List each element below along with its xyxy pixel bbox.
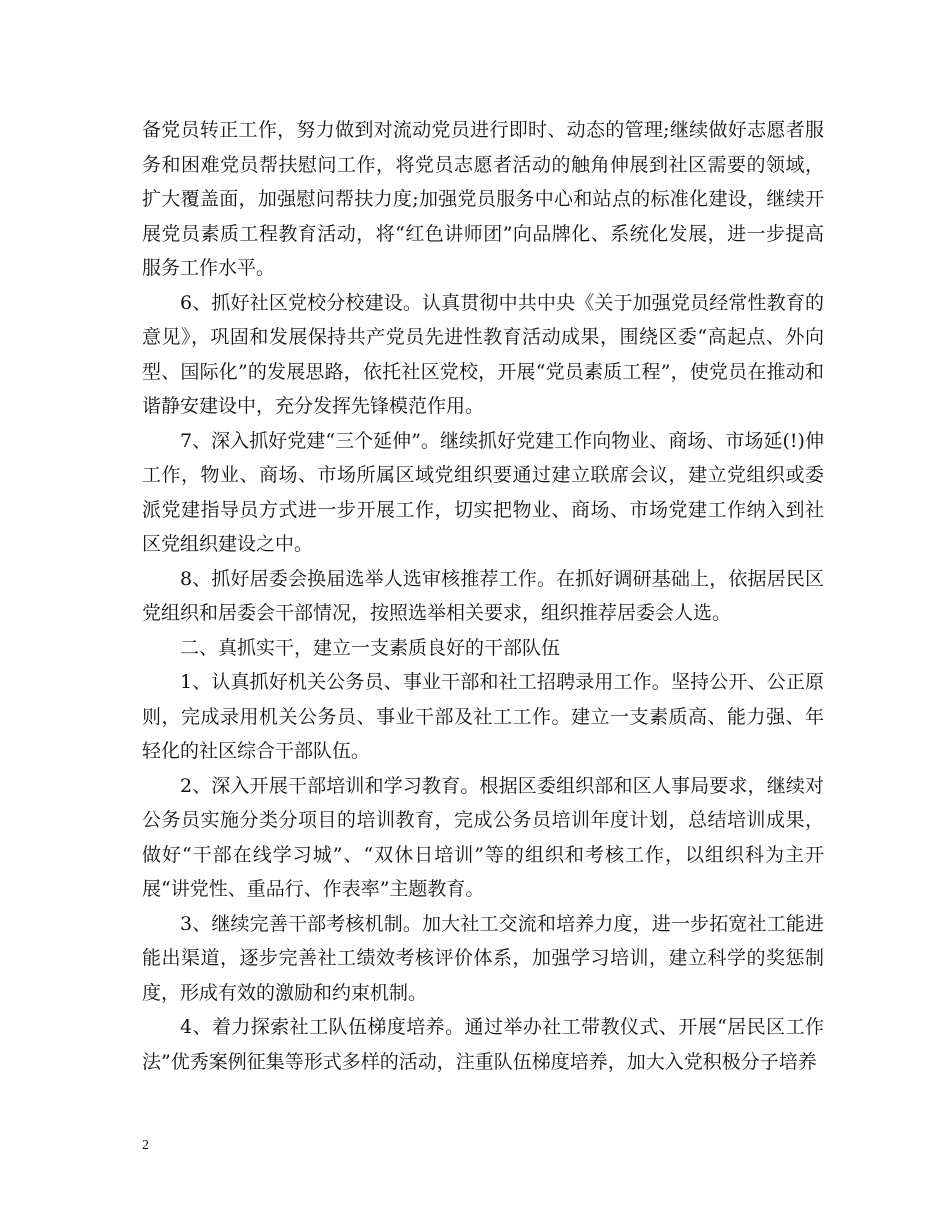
paragraph-2: 6、抓好社区党校分校建设。认真贯彻中共中央《关于加强党员经常性教育的意见》，巩固和发展保持共产党员先进性教育活动成果，围绕区委“高起点、外向型、国际化”的发展思路，依托社区党校，开展“党员素质工程”，使党员在推动和谐静安建设中，充分发挥先锋模范作用。 — [142, 291, 824, 417]
section-heading: 二、真抓实干，建立一支素质良好的干部队伍 — [180, 636, 561, 659]
page-number: 2 — [142, 1138, 149, 1153]
paragraph-8: 4、着力探索社工队伍梯度培养。通过举办社工带教仪式、开展“居民区工作法”优秀案例征集等形式多样的活动，注重队伍梯度培养，加大入党积极分子培养 — [142, 1016, 824, 1073]
paragraph-5: 1、认真抓好机关公务员、事业干部和社工招聘录用工作。坚持公开、公正原则，完成录用机关公务员、事业干部及社工工作。建立一支素质高、能力强、年轻化的社区综合干部队伍。 — [142, 671, 824, 762]
paragraph-6: 2、深入开展干部培训和学习教育。根据区委组织部和区人事局要求，继续对公务员实施分类分项目的培训教育，完成公务员培训年度计划，总结培训成果，做好“干部在线学习城”、“双休日培训”等的组织和考核工作，以组织科为主开展“讲党性、重品行、作表率”主题教育。 — [142, 774, 824, 900]
paragraph-3: 7、深入抓好党建“三个延伸”。继续抓好党建工作向物业、商场、市场延(!)伸工作，物业、商场、市场所属区域党组织要通过建立联席会议，建立党组织或委派党建指导员方式进一步开展工作，切实把物业、商场、市场党建工作纳入到社区党组织建设之中。 — [142, 429, 824, 555]
paragraph-4: 8、抓好居委会换届选举人选审核推荐工作。在抓好调研基础上，依据居民区党组织和居委会干部情况，按照选举相关要求，组织推荐居委会人选。 — [142, 567, 824, 624]
page-body — [142, 113, 824, 1079]
paragraph-1: 备党员转正工作，努力做到对流动党员进行即时、动态的管理;继续做好志愿者服务和困难党员帮扶慰问工作，将党员志愿者活动的触角伸展到社区需要的领域，扩大覆盖面，加强慰问帮扶力度;加强党员服务中心和站点的标准化建设，继续开展党员素质工程教育活动，将“红色讲师团”向品牌化、系统化发展，进一步提高服务工作水平。 — [142, 119, 824, 279]
paragraph-7: 3、继续完善干部考核机制。加大社工交流和培养力度，进一步拓宽社工能进能出渠道，逐步完善社工绩效考核评价体系，加强学习培训，建立科学的奖惩制度，形成有效的激励和约束机制。 — [142, 912, 824, 1004]
